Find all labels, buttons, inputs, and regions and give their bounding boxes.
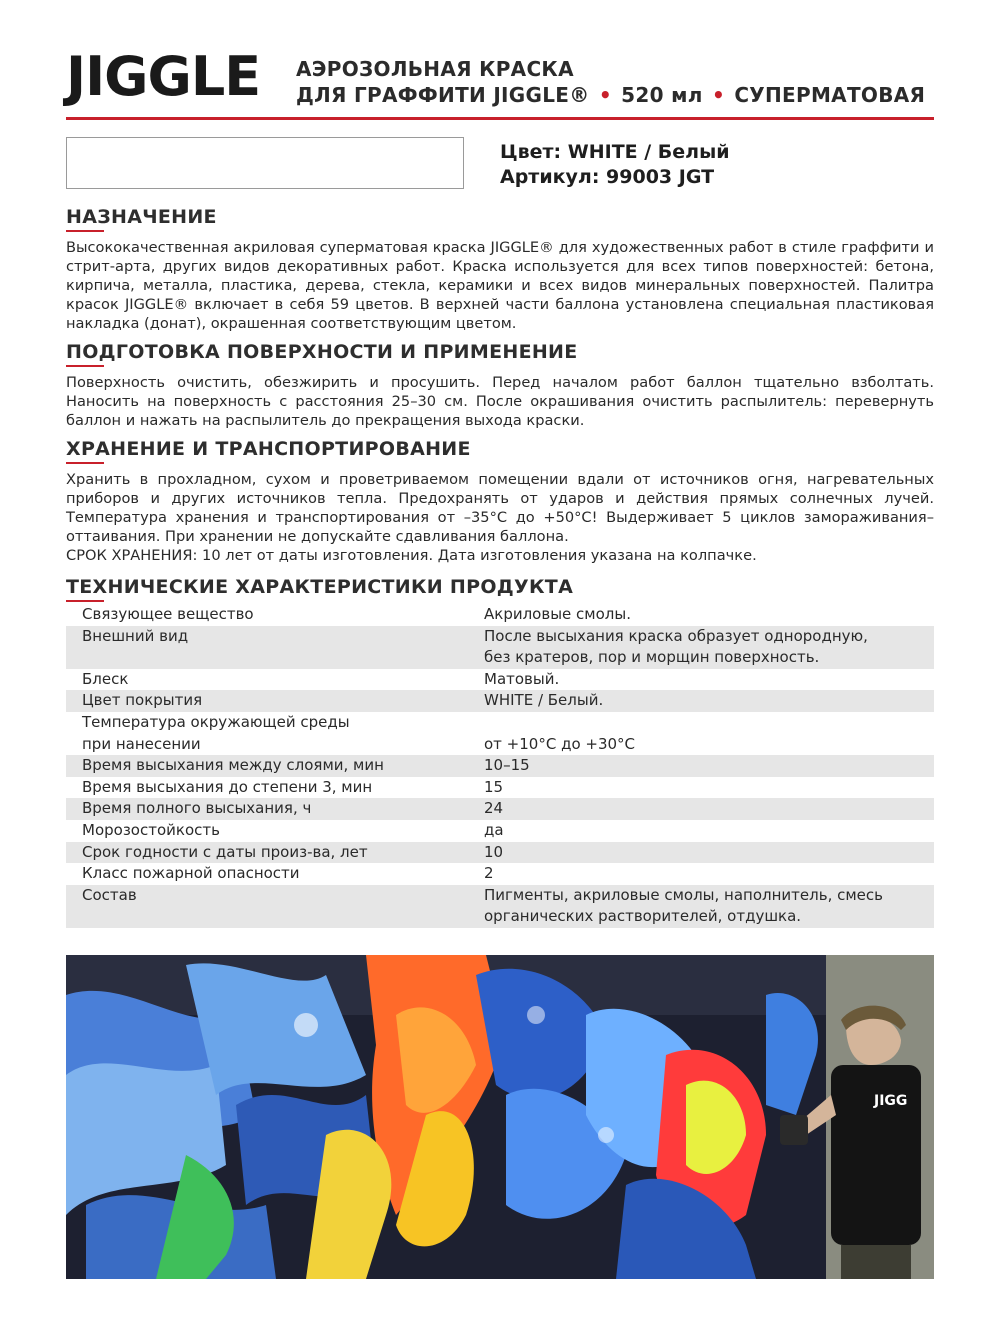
spec-value: 10–15	[484, 756, 530, 775]
table-row	[66, 863, 934, 885]
headline-line-1: АЭРОЗОЛЬНАЯ КРАСКА	[296, 57, 574, 81]
section-title-specs: ТЕХНИЧЕСКИЕ ХАРАКТЕРИСТИКИ ПРОДУКТА	[66, 576, 574, 598]
table-row	[66, 604, 934, 626]
color-label: Цвет: WHITE / Белый	[500, 141, 730, 163]
headline-finish: СУПЕРМАТОВАЯ	[734, 83, 926, 107]
section-title-purpose: НАЗНАЧЕНИЕ	[66, 206, 217, 228]
storage-paragraph: Хранить в прохладном, сухом и проветриваемом помещении вдали от источников огня, нагревательных приборов и других источников тепла. Предохранять от ударов и действия прямых солнечных лучей. Температура хранения и транспортирования от –35°С до +50°С! Выдерживает 5 циклов замораживания–оттаивания. При хранении не допускайте сдавливания баллона.	[66, 471, 934, 545]
table-row	[66, 755, 934, 777]
table-row	[66, 820, 934, 842]
shelf-life-paragraph: СРОК ХРАНЕНИЯ: 10 лет от даты изготовления. Дата изготовления указана на колпачке.	[66, 547, 757, 564]
spec-value: от +10°С до +30°С	[484, 734, 636, 753]
separator-dot: •	[598, 83, 612, 107]
product-meta	[500, 140, 730, 190]
spec-key: Блеск	[82, 669, 129, 688]
spec-value: После высыхания краска образует однородную, без кратеров, пор и морщин поверхность.	[484, 626, 868, 667]
brand-logo: JIGGLE	[66, 45, 261, 108]
spec-value: 15	[484, 777, 504, 796]
table-row	[66, 690, 934, 712]
spec-key: Температура окружающей среды при нанесении	[82, 712, 350, 753]
table-row	[66, 885, 934, 928]
spec-key: Время высыхания между слоями, мин	[82, 756, 384, 775]
table-row	[66, 712, 934, 755]
spec-key: Морозостойкость	[82, 820, 220, 839]
shirt-print-text: JIGG	[874, 1093, 908, 1109]
headline-line-2	[296, 82, 925, 108]
separator-dot: •	[711, 83, 726, 107]
spec-key: Внешний вид	[82, 626, 189, 645]
table-row	[66, 798, 934, 820]
section-title-storage: ХРАНЕНИЕ И ТРАНСПОРТИРОВАНИЕ	[66, 438, 471, 460]
spec-key: Срок годности с даты произ-ва, лет	[82, 842, 368, 861]
section-text-preparation	[66, 373, 934, 430]
product-headline	[296, 56, 925, 108]
spec-value: WHITE / Белый.	[484, 691, 604, 710]
spec-value: 2	[484, 864, 494, 883]
table-row	[66, 777, 934, 799]
section-title-preparation: ПОДГОТОВКА ПОВЕРХНОСТИ И ПРИМЕНЕНИЕ	[66, 341, 578, 363]
graffiti-photo	[66, 955, 934, 1279]
spec-key: Цвет покрытия	[82, 691, 203, 710]
spec-value: да	[484, 820, 504, 839]
graffiti-illustration	[66, 955, 934, 1279]
header-divider	[66, 117, 934, 120]
spec-value: Матовый.	[484, 669, 560, 688]
spec-value: 10	[484, 842, 504, 861]
headline-volume: 520 мл	[621, 83, 703, 107]
color-swatch	[66, 137, 464, 189]
section-text-purpose	[66, 238, 934, 333]
article-label: Артикул: 99003 JGT	[500, 166, 715, 188]
spec-key: Связующее вещество	[82, 605, 254, 623]
table-row	[66, 842, 934, 864]
spec-key: Время полного высыхания, ч	[82, 799, 312, 818]
section-text-storage	[66, 470, 934, 565]
headline-part-1: ДЛЯ ГРАФФИТИ JIGGLE®	[296, 83, 590, 107]
table-row	[66, 669, 934, 691]
purpose-paragraph: Высококачественная акриловая суперматовая краска JIGGLE® для художественных работ в стиле граффити и стрит-арта, других видов декоративных работ. Краска используется для всех типов поверхностей: бетона, кирпича, металла, пластика, дерева, стекла, керамики и всех видов минеральных поверхностей. Палитра красок JIGGLE® включает в себя 59 цветов. В верхней части баллона установлена специальная пластиковая накладка (донат), окрашенная соответствующим цветом.	[66, 239, 934, 332]
spec-value: 24	[484, 799, 504, 818]
spec-value: Пигменты, акриловые смолы, наполнитель, смесь органических растворителей, отдушка.	[484, 885, 883, 926]
table-row	[66, 626, 934, 669]
specs-table	[66, 604, 934, 928]
spec-key: Состав	[82, 885, 137, 904]
spec-key: Время высыхания до степени 3, мин	[82, 777, 373, 796]
spec-value: Акриловые смолы.	[484, 605, 631, 623]
preparation-paragraph: Поверхность очистить, обезжирить и просушить. Перед началом работ баллон тщательно взболтать. Наносить на поверхность с расстояния 25–30 см. После окрашивания очистить распылитель: перевернуть баллон и нажать на распылитель до прекращения выхода краски.	[66, 374, 934, 429]
spec-key: Класс пожарной опасности	[82, 864, 300, 883]
